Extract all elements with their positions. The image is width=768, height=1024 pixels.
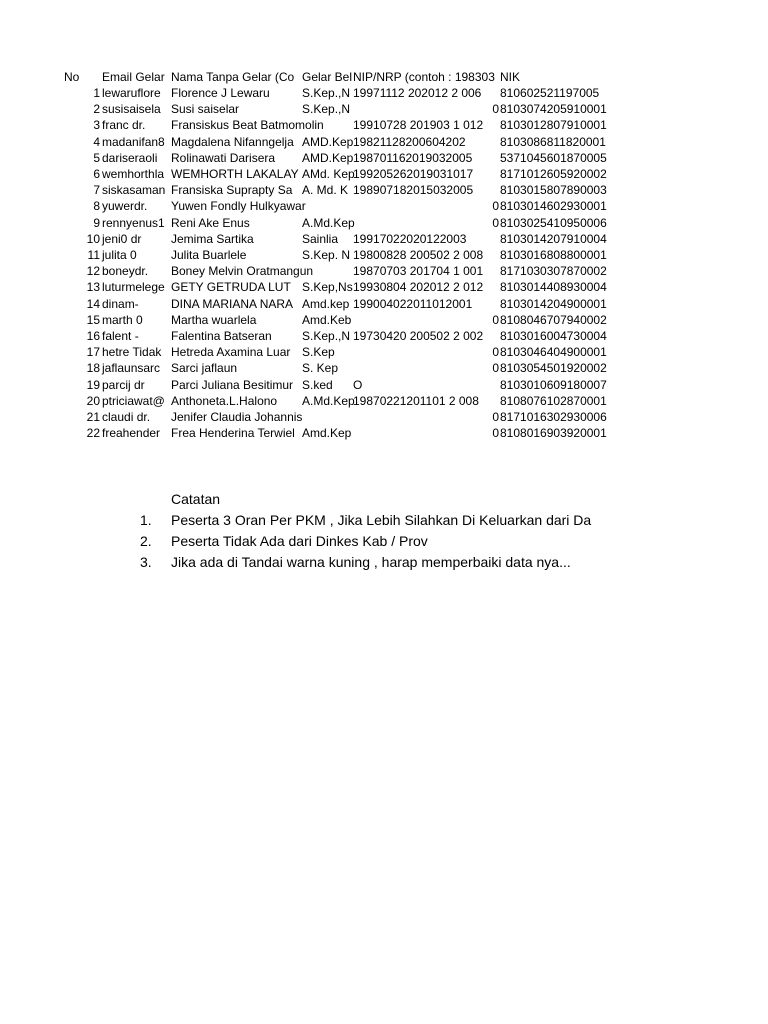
cell-email: susisaisela bbox=[102, 102, 161, 117]
cell-no: 10 bbox=[86, 231, 100, 246]
cell-gelar: S.Kep.,N bbox=[302, 329, 351, 343]
cell-gelar bbox=[302, 263, 354, 279]
cell-gelar bbox=[302, 198, 354, 214]
cell-nik: 8103086811820001 bbox=[500, 134, 606, 149]
cell-nik: 8103016004730004 bbox=[500, 329, 607, 343]
cell-nama: DINA MARIANA NARA bbox=[171, 296, 294, 311]
cell-nama: GETY GETRUDA LUT bbox=[171, 280, 291, 295]
cell-nik: 8103014207910004 bbox=[500, 231, 607, 246]
cell-nama: Julita Buarlele bbox=[171, 248, 247, 262]
cell-no: 18 bbox=[86, 361, 100, 376]
cell-nama: Frea Henderina Terwiel bbox=[171, 426, 295, 441]
cell-nik: 5371045601870005 bbox=[500, 150, 607, 165]
cell-gelar: A.Md.Kep bbox=[302, 215, 355, 230]
cell-gelar: Amd.kep bbox=[302, 296, 350, 311]
cell-nip-zero: 0 bbox=[492, 361, 499, 376]
table-row bbox=[0, 328, 614, 344]
cell-no: 17 bbox=[86, 345, 100, 360]
cell-nip: 19730420 200502 2 002 bbox=[353, 329, 484, 343]
cell-gelar bbox=[302, 117, 354, 133]
cell-nip-zero bbox=[353, 279, 499, 295]
note-number: 1. bbox=[140, 512, 152, 528]
cell-nip: 19910728 201903 1 012 bbox=[353, 118, 484, 133]
cell-nip-zero: 0 bbox=[492, 426, 499, 441]
table-row bbox=[0, 360, 614, 376]
cell-email: ptriciawat@ bbox=[102, 393, 165, 408]
cell-gelar: A.Md.Kep bbox=[302, 393, 355, 408]
cell-nik: 8103015807890003 bbox=[500, 183, 607, 198]
cell-nama: Florence J Lewaru bbox=[171, 86, 270, 100]
cell-nip: 19821128200604202 bbox=[353, 134, 466, 149]
cell-nama: Falentina Batseran bbox=[171, 329, 272, 343]
cell-email: franc dr. bbox=[102, 118, 146, 133]
cell-nip: 19870221201101 2 008 bbox=[353, 393, 479, 408]
cell-no: 2 bbox=[93, 102, 100, 117]
cell-nama: Martha wuarlela bbox=[171, 312, 257, 327]
cell-gelar: S.Kep. N bbox=[302, 248, 351, 262]
cell-nama: Fransiskus Beat Batmomolin bbox=[171, 118, 324, 133]
cell-nip-zero: 0 bbox=[492, 312, 499, 327]
cell-no: 22 bbox=[86, 426, 100, 441]
cell-email: lewaruflore bbox=[102, 86, 161, 100]
table-row bbox=[0, 117, 614, 133]
cell-email: dariseraoli bbox=[102, 150, 158, 165]
cell-gelar: Amd.Kep bbox=[302, 426, 352, 441]
cell-email: yuwerdr. bbox=[102, 199, 148, 214]
cell-nip: 198907182015032005 bbox=[353, 183, 474, 198]
cell-nik: 8171030307870002 bbox=[500, 264, 607, 279]
cell-nik: 8103016808800001 bbox=[500, 248, 607, 262]
table-row bbox=[0, 101, 614, 117]
cell-email: jeni0 dr bbox=[102, 231, 142, 246]
cell-no: 3 bbox=[93, 118, 100, 133]
cell-gelar: S. Kep bbox=[302, 361, 339, 376]
table-row bbox=[0, 344, 614, 360]
cell-no: 1 bbox=[93, 86, 100, 100]
cell-nama: Magdalena Nifanngelja bbox=[171, 134, 294, 149]
cell-nip-zero: 0 bbox=[492, 102, 499, 117]
cell-email: siskasaman bbox=[102, 183, 166, 198]
cell-gelar: A. Md. K bbox=[302, 183, 349, 198]
cell-nip-zero bbox=[353, 263, 499, 279]
cell-nik: 8103046404900001 bbox=[500, 345, 607, 360]
cell-no: 14 bbox=[86, 296, 100, 311]
cell-nik: 8103054501920002 bbox=[500, 361, 607, 376]
cell-nama: Reni Ake Enus bbox=[171, 215, 250, 230]
cell-nip-zero bbox=[353, 247, 499, 263]
cell-no: 20 bbox=[86, 393, 100, 408]
cell-nip: 198701162019032005 bbox=[353, 150, 473, 165]
cell-nik: 8108046707940002 bbox=[500, 312, 607, 327]
cell-nip-zero: 0 bbox=[492, 199, 499, 214]
header-no: No bbox=[64, 70, 80, 84]
cell-no: 9 bbox=[93, 215, 100, 230]
cell-gelar: S.Kep.,N bbox=[302, 86, 351, 100]
cell-no: 19 bbox=[86, 377, 100, 392]
cell-nik: 8103025410950006 bbox=[500, 215, 607, 230]
cell-nip-zero bbox=[353, 134, 499, 150]
table-row bbox=[0, 215, 614, 231]
header-nip: NIP/NRP (contoh : 198303 bbox=[353, 70, 495, 84]
cell-email: claudi dr. bbox=[102, 410, 151, 424]
cell-nik: 8108076102870001 bbox=[500, 393, 607, 408]
table-row bbox=[0, 409, 614, 425]
header-nama: Nama Tanpa Gelar (Co bbox=[171, 70, 295, 84]
cell-email: madanifan8 bbox=[102, 134, 165, 149]
header-gelar: Gelar Bel bbox=[302, 70, 353, 84]
cell-nip-zero bbox=[353, 182, 499, 198]
cell-nama: Jenifer Claudia Johannis bbox=[171, 410, 303, 424]
cell-nip: O bbox=[353, 377, 363, 392]
note-item bbox=[0, 510, 614, 530]
header-nik: NIK bbox=[500, 70, 521, 84]
cell-nama: Jemima Sartika bbox=[171, 231, 254, 246]
cell-gelar: AMd. Kep bbox=[302, 167, 355, 181]
cell-nip-zero bbox=[353, 117, 499, 133]
header-email: Email Gelar bbox=[102, 70, 165, 84]
cell-no: 15 bbox=[86, 312, 100, 327]
cell-nip-zero bbox=[353, 231, 499, 247]
table-row bbox=[0, 198, 614, 214]
cell-no: 16 bbox=[86, 329, 100, 343]
table-row bbox=[0, 279, 614, 295]
table-row bbox=[0, 150, 614, 166]
table-row bbox=[0, 85, 614, 101]
cell-email: marth 0 bbox=[102, 312, 143, 327]
cell-nip: 19870703 201704 1 001 bbox=[353, 264, 484, 279]
cell-nip-zero: 0 bbox=[492, 345, 499, 360]
cell-nik: 810602521197005 bbox=[500, 86, 600, 100]
cell-email: freahender bbox=[102, 426, 161, 441]
cell-gelar: Amd.Keb bbox=[302, 312, 352, 327]
cell-email: hetre Tidak bbox=[102, 345, 162, 360]
cell-nip-zero bbox=[353, 166, 499, 182]
cell-nik: 8103010609180007 bbox=[500, 377, 607, 392]
table-row bbox=[0, 425, 614, 441]
table-row bbox=[0, 296, 614, 312]
cell-nip: 199205262019031017 bbox=[353, 167, 474, 181]
cell-nip-zero bbox=[353, 85, 499, 101]
cell-nik: 8103014408930004 bbox=[500, 280, 607, 295]
cell-nama: Yuwen Fondly Hulkyawar bbox=[171, 199, 306, 214]
cell-gelar: AMD.Kep bbox=[302, 150, 354, 165]
cell-nik: 8103012807910001 bbox=[500, 118, 607, 133]
note-text: Jika ada di Tandai warna kuning , harap memperbaiki data nya... bbox=[171, 554, 571, 570]
cell-gelar bbox=[302, 409, 354, 425]
cell-no: 11 bbox=[87, 248, 100, 262]
cell-no: 5 bbox=[93, 150, 100, 165]
cell-email: falent - bbox=[102, 329, 139, 343]
cell-nip: 19800828 200502 2 008 bbox=[353, 248, 484, 262]
cell-email: rennyenus1 bbox=[102, 215, 165, 230]
table-row bbox=[0, 231, 614, 247]
table-row bbox=[0, 166, 614, 182]
cell-nik: 8171016302930006 bbox=[500, 410, 607, 424]
cell-gelar: S.ked bbox=[302, 377, 333, 392]
cell-nip-zero bbox=[353, 393, 499, 409]
cell-email: boneydr. bbox=[102, 264, 149, 279]
cell-nik: 8108016903920001 bbox=[500, 426, 607, 441]
cell-nip-zero: 0 bbox=[492, 215, 499, 230]
cell-nama: Fransiska Suprapty Sa bbox=[171, 183, 293, 198]
cell-nik: 8103014602930001 bbox=[500, 199, 607, 214]
cell-email: julita 0 bbox=[102, 248, 137, 262]
table-row bbox=[0, 182, 614, 198]
cell-nama: Anthoneta.L.Halono bbox=[171, 393, 278, 408]
note-item bbox=[0, 531, 614, 551]
note-number: 3. bbox=[140, 554, 152, 570]
cell-no: 7 bbox=[93, 183, 100, 198]
note-item bbox=[0, 552, 614, 572]
table-row bbox=[0, 377, 614, 393]
cell-nama: Sarci jaflaun bbox=[171, 361, 238, 376]
cell-email: wemhorthla bbox=[102, 167, 165, 181]
cell-gelar: S.Kep,Ns bbox=[302, 280, 353, 295]
cell-nama: WEMHORTH LAKALAY bbox=[171, 167, 299, 181]
cell-email: dinam- bbox=[102, 296, 139, 311]
cell-nama: Rolinawati Darisera bbox=[171, 150, 276, 165]
cell-nip-zero bbox=[353, 296, 499, 312]
cell-nama: Hetreda Axamina Luar bbox=[171, 345, 291, 360]
cell-nip: 199004022011012001 bbox=[353, 296, 473, 311]
cell-nip-zero bbox=[353, 150, 499, 166]
note-text: Peserta 3 Oran Per PKM , Jika Lebih Silahkan Di Keluarkan dari Da bbox=[171, 512, 592, 528]
table-row bbox=[0, 263, 614, 279]
cell-no: 13 bbox=[86, 280, 100, 295]
cell-nama: Parci Juliana Besitimur bbox=[171, 377, 294, 392]
table-row bbox=[0, 393, 614, 409]
cell-nik: 8103014204900001 bbox=[500, 296, 607, 311]
table-row bbox=[0, 247, 614, 263]
table-header bbox=[0, 69, 614, 85]
cell-no: 4 bbox=[93, 134, 100, 149]
notes-title: Catatan bbox=[171, 491, 221, 507]
cell-nama: Boney Melvin Oratmangun bbox=[171, 264, 314, 279]
cell-gelar: S.Kep.,N bbox=[302, 102, 351, 117]
cell-gelar: AMD.Kep bbox=[302, 134, 354, 149]
cell-gelar: Sainlia bbox=[302, 231, 339, 246]
note-text: Peserta Tidak Ada dari Dinkes Kab / Prov bbox=[171, 533, 428, 549]
cell-nik: 8103074205910001 bbox=[500, 102, 607, 117]
cell-nip: 19971112 202012 2 006 bbox=[353, 86, 482, 100]
cell-nip-zero: 0 bbox=[492, 410, 499, 424]
cell-nama: Susi saiselar bbox=[171, 102, 240, 117]
cell-nip: 19930804 202012 2 012 bbox=[353, 280, 484, 295]
cell-email: luturmelege bbox=[102, 280, 165, 295]
cell-no: 12 bbox=[86, 264, 100, 279]
cell-gelar: S.Kep bbox=[302, 345, 335, 360]
cell-nip-zero bbox=[353, 377, 499, 393]
table-row bbox=[0, 134, 614, 150]
note-number: 2. bbox=[140, 533, 152, 549]
table-row bbox=[0, 312, 614, 328]
cell-no: 8 bbox=[93, 199, 100, 214]
cell-email: parcij dr bbox=[102, 377, 145, 392]
cell-no: 21 bbox=[86, 410, 100, 424]
cell-no: 6 bbox=[93, 167, 100, 181]
cell-nip: 19917022020122003 bbox=[353, 231, 467, 246]
cell-email: jaflaunsarc bbox=[102, 361, 161, 376]
cell-nip-zero bbox=[353, 328, 499, 344]
cell-nik: 8171012605920002 bbox=[500, 167, 607, 181]
